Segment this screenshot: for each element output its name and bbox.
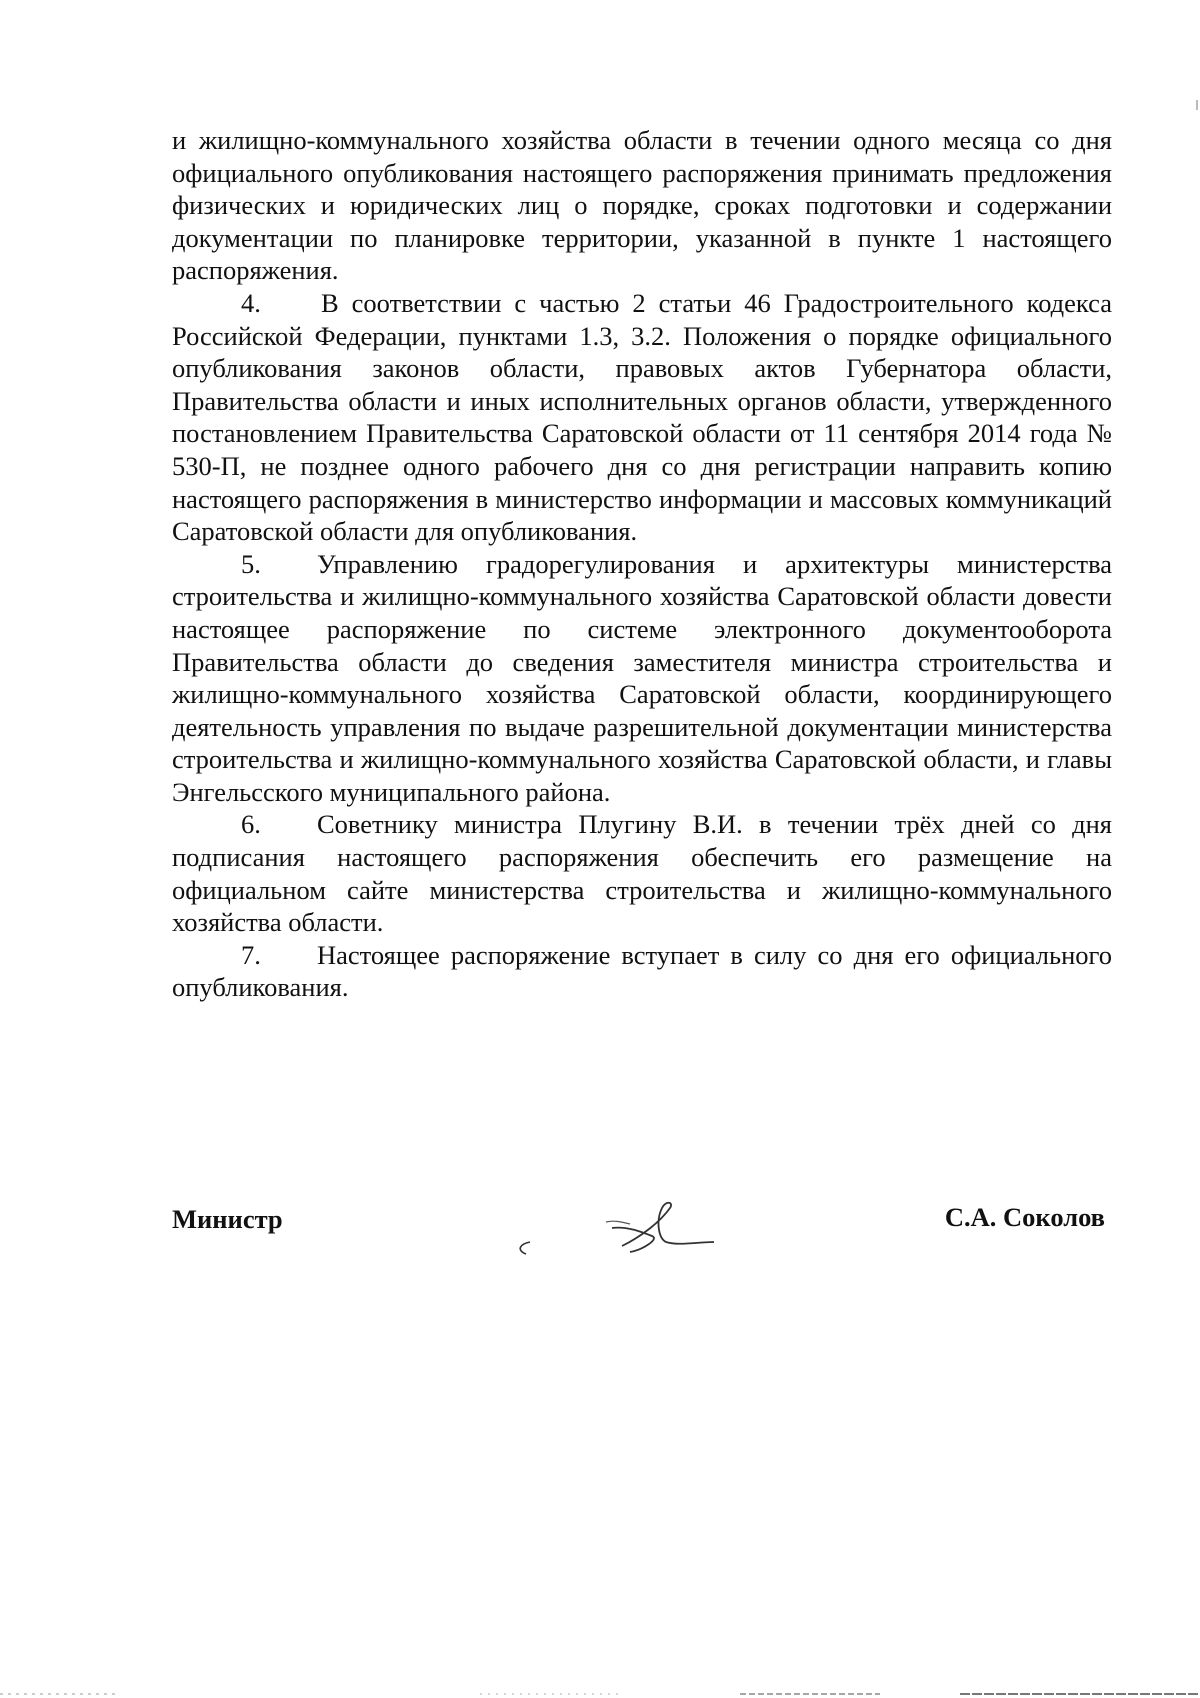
signer-title: Министр	[172, 1204, 283, 1234]
handwritten-signature	[502, 1192, 722, 1262]
paragraph-5	[172, 548, 1112, 809]
paragraph-7	[172, 939, 1112, 1004]
paragraph-number: 5.	[241, 548, 261, 579]
document-body	[172, 124, 1112, 1004]
signature-block	[172, 1198, 1112, 1258]
paragraph-text: Настоящее распоряжение вступает в силу со дня его официального опубликования.	[172, 939, 1112, 1003]
paragraph-6	[172, 808, 1112, 938]
scan-artifact	[1196, 100, 1198, 110]
paragraph-text: В соответствии с частью 2 статьи 46 Градостроительного кодекса Российской Федерации, пунктами 1.3, 3.2. Положения о порядке официального опубликования законов области, правовых актов Губернатора области, Правительства области и иных исполнительных органов области, утвержденного постановлением Правительства Саратовской области от 11 сентября 2014 года № 530-П, не позднее одного рабочего дня со дня регистрации направить копию настоящего распоряжения в министерство информации и массовых коммуникаций Саратовской области для опубликования.	[172, 287, 1112, 547]
paragraph-continuation	[172, 124, 1112, 287]
paragraph-number: 7.	[241, 939, 261, 970]
paragraph-text: и жилищно-коммунального хозяйства области в течении одного месяца со дня официального опубликования настоящего распоряжения принимать предложения физических и юридических лиц о порядке, сроках подготовки и содержании документации по планировке территории, указанной в пункте 1 настоящего распоряжения.	[172, 125, 1112, 286]
scan-edge-artifact	[0, 1690, 1200, 1698]
paragraph-4	[172, 287, 1112, 548]
paragraph-text: Управлению градорегулирования и архитектуры министерства строительства и жилищно-коммунального хозяйства Саратовской области довести настоящее распоряжение по системе электронного документооборота Правительства области до сведения заместителя министра строительства и жилищно-коммунального хозяйства Саратовской области, координирующего деятельность управления по выдаче разрешительной документации министерства строительства и жилищно-коммунального хозяйства Саратовской области, и главы Энгельсского муниципального района.	[172, 548, 1112, 807]
paragraph-text: Советнику министра Плугину В.И. в течении трёх дней со дня подписания настоящего распоряжения обеспечить его размещение на официальном сайте министерства строительства и жилищно-коммунального хозяйства области.	[172, 809, 1112, 938]
paragraph-number: 6.	[241, 809, 261, 840]
signer-name: С.А. Соколов	[944, 1202, 1105, 1232]
paragraph-number: 4.	[241, 287, 261, 318]
